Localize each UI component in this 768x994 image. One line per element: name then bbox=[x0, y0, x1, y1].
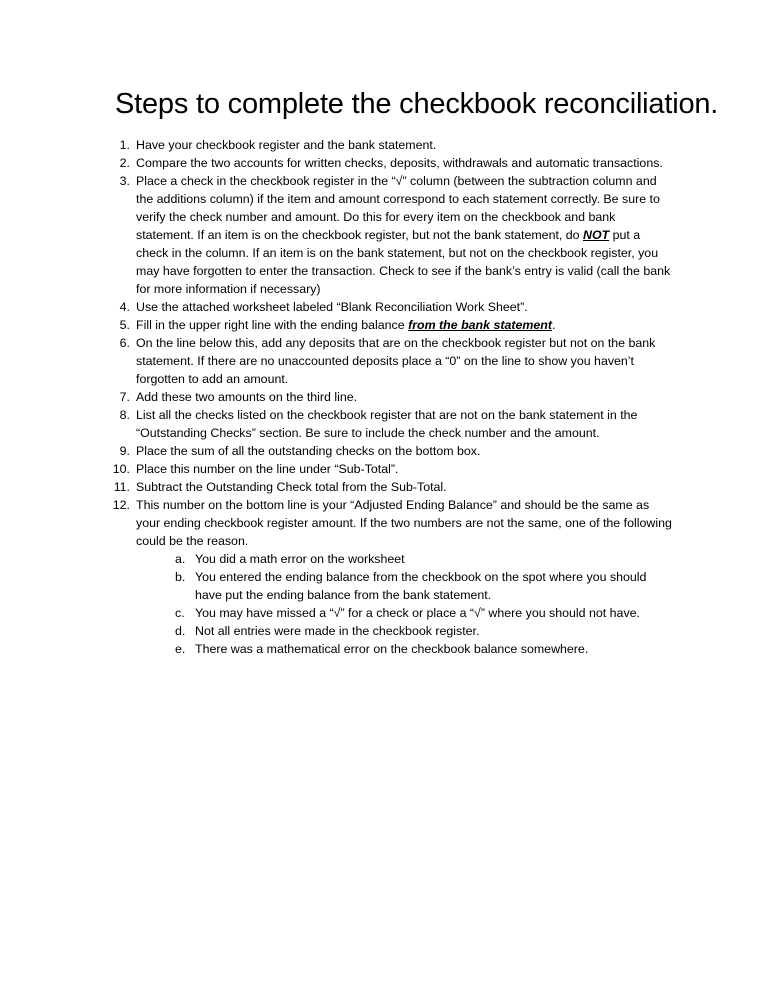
step-item bbox=[115, 334, 675, 388]
step-number: 6. bbox=[119, 336, 130, 350]
substep-letter: a. bbox=[175, 552, 186, 566]
step-text: On the line below this, add any deposits that are on the checkbook register but not on the bank statement. If there are no unaccounted deposits place a “0” on the line to show you haven’t forgotten to add an amount. bbox=[136, 336, 656, 386]
step-text: Place a check in the checkbook register in the “√” column (between the subtraction column and the additions column) if the item and amount correspond to each statement correctly. Be sure to verify the check number and amount. Do this for every item on the checkbook and bank statement. If an item is on the checkbook register, but not the bank statement, do bbox=[136, 174, 660, 242]
substep-letter: b. bbox=[175, 570, 186, 584]
step-text: List all the checks listed on the checkbook register that are not on the bank statement in the “Outstanding Checks” section. Be sure to include the check number and the amount. bbox=[136, 408, 638, 440]
step-text-continued: put a check in the column. If an item is on the bank statement, but not on the checkbook register, you may have forgotten to enter the transaction. Check to see if the bank’s entry is valid (call the bank for more information if necessary) bbox=[136, 228, 671, 296]
step-item bbox=[115, 388, 675, 406]
step-number: 3. bbox=[119, 174, 130, 188]
emphasis-bank-statement: from the bank statement bbox=[408, 318, 552, 332]
substep-text: You may have missed a “√” for a check or place a “√” where you should not have. bbox=[195, 606, 640, 620]
step-number: 1. bbox=[119, 138, 130, 152]
step-number: 9. bbox=[119, 444, 130, 458]
step-item bbox=[115, 172, 675, 298]
substep-text: You entered the ending balance from the checkbook on the spot where you should have put the ending balance from the bank statement. bbox=[195, 570, 647, 602]
substep-item bbox=[175, 604, 675, 622]
step-item bbox=[112, 496, 675, 658]
step-number: 10. bbox=[112, 462, 130, 476]
step-text: Add these two amounts on the third line. bbox=[136, 390, 358, 404]
document-title: Steps to complete the checkbook reconciliation. bbox=[115, 88, 719, 120]
steps-list bbox=[112, 136, 675, 658]
substep-text: There was a mathematical error on the checkbook balance somewhere. bbox=[195, 642, 589, 656]
substep-letter: e. bbox=[175, 642, 186, 656]
step-item bbox=[115, 298, 675, 316]
step-item bbox=[112, 460, 675, 478]
substeps-list bbox=[136, 550, 675, 658]
step-text: Fill in the upper right line with the ending balance bbox=[136, 318, 409, 332]
substep-text: Not all entries were made in the checkbook register. bbox=[195, 624, 480, 638]
step-text: Use the attached worksheet labeled “Blank Reconciliation Work Sheet”. bbox=[136, 300, 528, 314]
step-item bbox=[115, 478, 675, 496]
step-item bbox=[115, 442, 675, 460]
step-number: 12. bbox=[112, 498, 130, 512]
step-item bbox=[115, 154, 675, 172]
step-text: This number on the bottom line is your “Adjusted Ending Balance” and should be the same as your ending checkbook register amount. If the two numbers are not the same, one of the following could be the reason. bbox=[136, 498, 672, 548]
substep-letter: d. bbox=[175, 624, 186, 638]
step-text: Place the sum of all the outstanding checks on the bottom box. bbox=[136, 444, 481, 458]
substep-letter: c. bbox=[175, 606, 185, 620]
step-number: 2. bbox=[119, 156, 130, 170]
substep-item bbox=[175, 640, 675, 658]
substep-item bbox=[175, 622, 675, 640]
step-number: 8. bbox=[119, 408, 130, 422]
substep-item bbox=[175, 568, 675, 604]
step-text: Place this number on the line under “Sub-Total”. bbox=[136, 462, 399, 476]
step-text: Subtract the Outstanding Check total from the Sub-Total. bbox=[136, 480, 447, 494]
step-number: 7. bbox=[119, 390, 130, 404]
step-text: Compare the two accounts for written checks, deposits, withdrawals and automatic transactions. bbox=[136, 156, 663, 170]
step-number: 5. bbox=[119, 318, 130, 332]
emphasis-not: NOT bbox=[583, 228, 610, 242]
step-number: 11. bbox=[113, 480, 130, 494]
step-number: 4. bbox=[119, 300, 130, 314]
step-text: Have your checkbook register and the bank statement. bbox=[136, 138, 437, 152]
substep-item bbox=[175, 550, 675, 568]
step-item bbox=[115, 136, 675, 154]
step-item bbox=[115, 316, 675, 334]
step-item bbox=[115, 406, 675, 442]
substep-text: You did a math error on the worksheet bbox=[195, 552, 405, 566]
step-text-continued: . bbox=[551, 318, 556, 332]
